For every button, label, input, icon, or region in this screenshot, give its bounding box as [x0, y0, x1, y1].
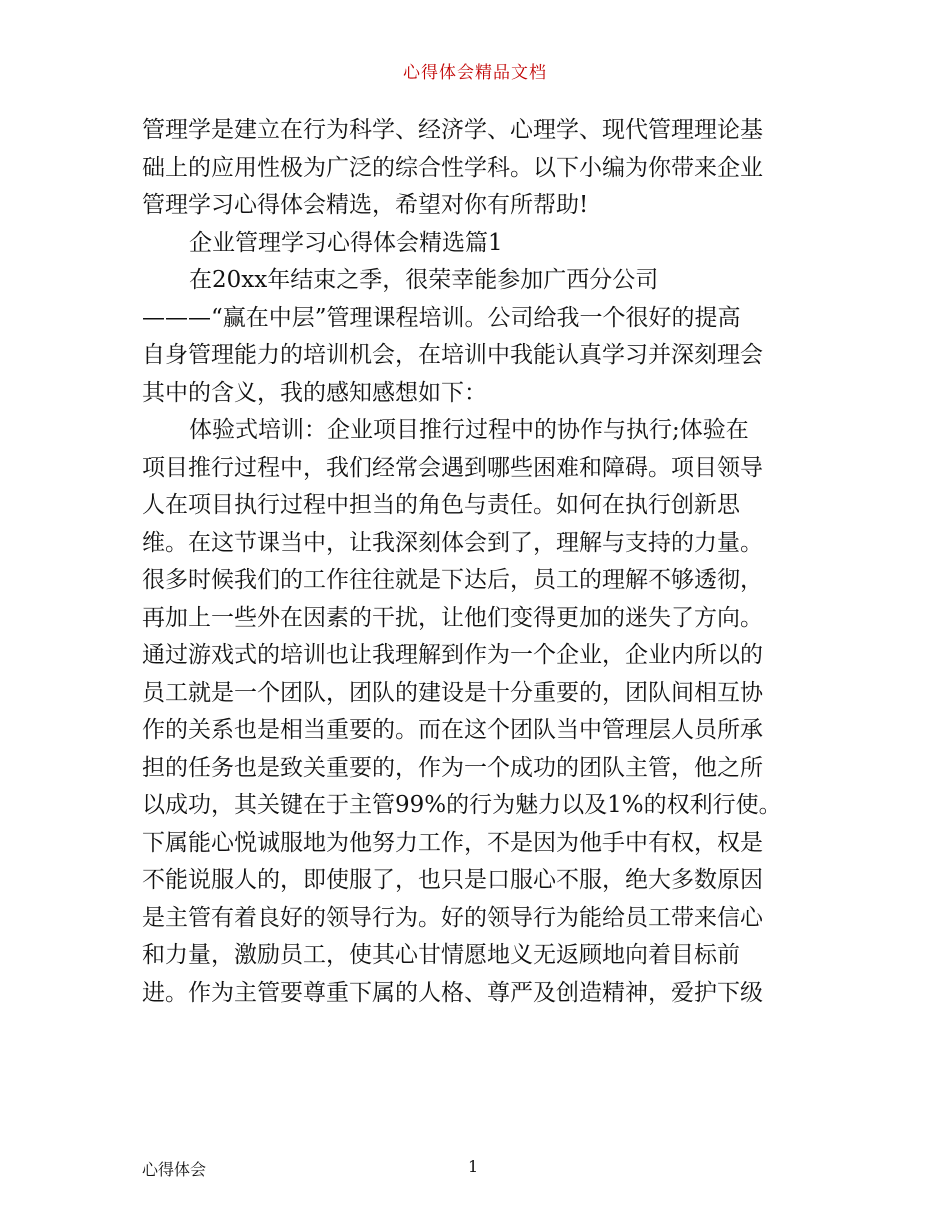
page-number: 1 — [468, 1157, 479, 1176]
page-header-title: 心得体会精品文档 — [403, 63, 547, 83]
paragraph-line: 下属能心悦诚服地为他努力工作，不是因为他手中有权，权是 — [142, 829, 763, 856]
footer-label: 心得体会 — [142, 1160, 207, 1179]
section-heading: 企业管理学习心得体会精选篇1 — [189, 229, 503, 256]
paragraph-line: 再加上一些外在因素的干扰，让他们变得更加的迷失了方向。 — [142, 604, 763, 631]
paragraph-line: 自身管理能力的培训机会，在培训中我能认真学习并深刻理会 — [142, 342, 763, 368]
paragraph-line: 在20xx年结束之季，很荣幸能参加广西分公司 — [189, 267, 659, 293]
paragraph-line: 担的任务也是致关重要的，作为一个成功的团队主管，他之所 — [142, 754, 763, 781]
paragraph-line: 和力量，激励员工，使其心甘情愿地义无返顾地向着目标前 — [142, 942, 740, 968]
document-body — [142, 112, 814, 1012]
paragraph-line: 作的关系也是相当重要的。而在这个团队当中管理层人员所承 — [142, 717, 763, 743]
paragraph-line: 通过游戏式的培训也让我理解到作为一个企业，企业内所以的 — [142, 642, 763, 668]
paragraph-line: 不能说服人的，即使服了，也只是口服心不服，绝大多数原因 — [142, 867, 763, 893]
paragraph-line: 管理学习心得体会精选，希望对你有所帮助! — [142, 192, 589, 218]
paragraph-line: 人在项目执行过程中担当的角色与责任。如何在执行创新思 — [142, 492, 740, 518]
paragraph-line: 其中的含义，我的感知感想如下： — [142, 379, 487, 406]
paragraph-line: 是主管有着良好的领导行为。好的领导行为能给员工带来信心 — [142, 904, 763, 931]
paragraph-line: 体验式培训：企业项目推行过程中的协作与执行;体验在 — [189, 417, 749, 443]
paragraph-line: 很多时候我们的工作往往就是下达后，员工的理解不够透彻， — [142, 567, 763, 593]
paragraph-line: 以成功，其关键在于主管99%的行为魅力以及1%的权利行使。 — [142, 792, 782, 818]
page-footer — [0, 1157, 950, 1181]
paragraph-line: 项目推行过程中，我们经常会遇到哪些困难和障碍。项目领导 — [142, 454, 763, 481]
paragraph-line: 管理学是建立在行为科学、经济学、心理学、现代管理理论基 — [142, 117, 763, 143]
paragraph-line: 维。在这节课当中，让我深刻体会到了，理解与支持的力量。 — [142, 529, 763, 556]
paragraph-line: 员工就是一个团队，团队的建设是十分重要的，团队间相互协 — [142, 679, 763, 706]
paragraph-line: 进。作为主管要尊重下属的人格、尊严及创造精神，爱护下级 — [142, 979, 763, 1006]
paragraph-line: ———“赢在中层”管理课程培训。公司给我一个很好的提高 — [142, 304, 741, 331]
paragraph-line: 础上的应用性极为广泛的综合性学科。以下小编为你带来企业 — [142, 154, 763, 181]
